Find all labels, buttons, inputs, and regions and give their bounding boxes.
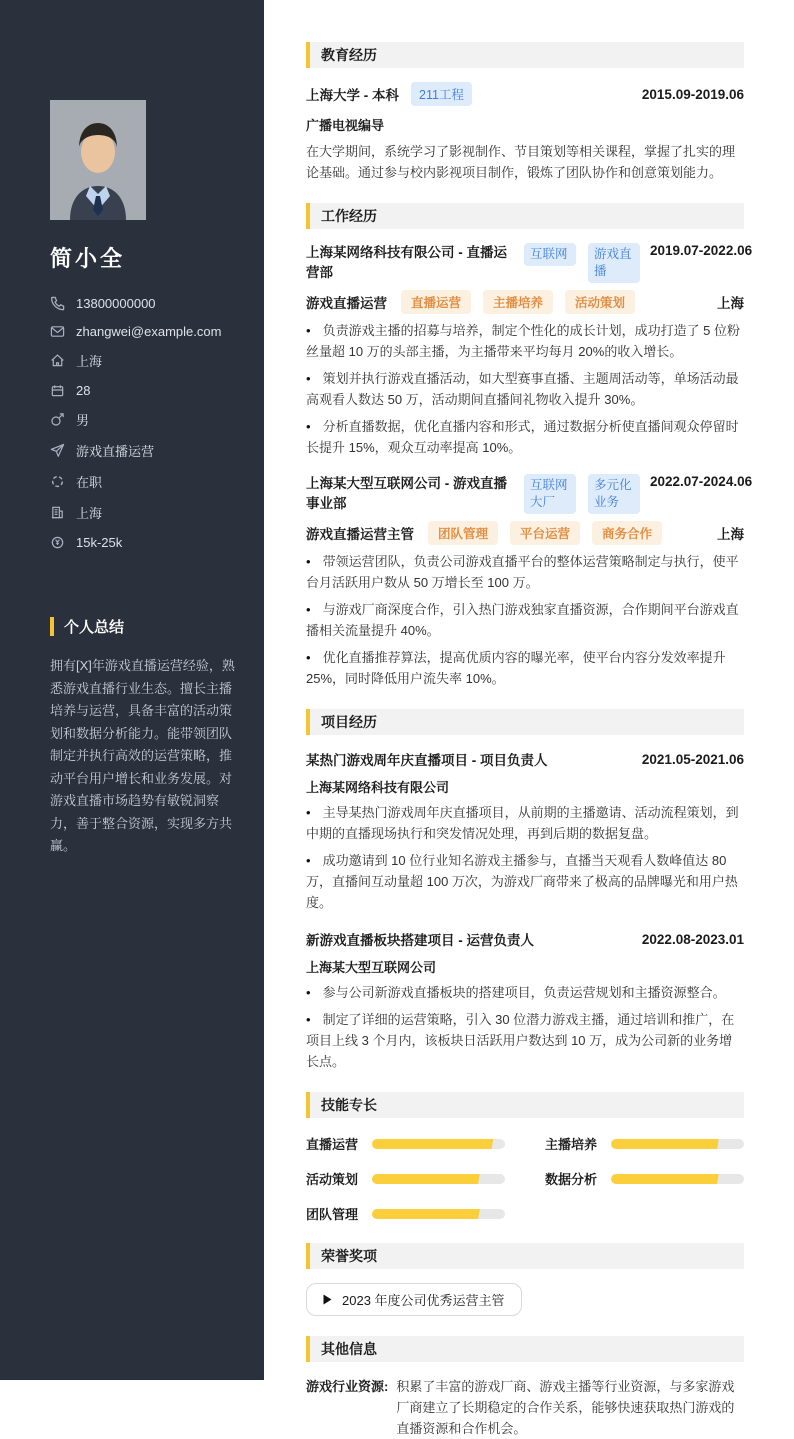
skill-item xyxy=(306,1134,505,1153)
contact-salary xyxy=(50,534,244,550)
position-tag: 主播培养 xyxy=(483,290,553,314)
work-bullets xyxy=(306,551,744,689)
personal-summary xyxy=(50,616,244,858)
bullet-item: • 带领运营团队，负责公司游戏直播平台的整体运营策略制定与执行，使平台月活跃用户数从 50 万增长至 100 万。 xyxy=(306,551,744,593)
skill-item xyxy=(545,1169,744,1188)
project-entry-header xyxy=(306,749,744,769)
contact-text: zhangwei@example.com xyxy=(76,323,222,339)
school-degree: 上海大学 - 本科 xyxy=(306,88,399,103)
bullet-item: • 分析直播数据，优化直播内容和形式，通过数据分析使直播间观众停留时长提升 15%，观众互动率提高 10%。 xyxy=(306,416,744,458)
contact-work-city xyxy=(50,503,244,522)
contact-phone xyxy=(50,295,244,311)
play-icon xyxy=(323,1294,332,1305)
bullet-item: • 优化直播推荐算法，提高优质内容的曝光率，使平台内容分发效率提升 25%，同时降低用户流失率 10%。 xyxy=(306,647,744,689)
gender-icon xyxy=(50,412,65,427)
position-tag: 团队管理 xyxy=(428,521,498,545)
section-title: 项目经历 xyxy=(321,714,377,730)
contact-text: 上海 xyxy=(76,354,103,369)
contact-job-title xyxy=(50,441,244,460)
building-icon xyxy=(50,505,65,520)
position-title: 游戏直播运营主管 xyxy=(306,527,414,542)
skill-label: 团队管理 xyxy=(306,1207,359,1222)
resume-content xyxy=(264,0,794,1436)
company-tag: 互联网 xyxy=(524,243,576,266)
contact-text: 游戏直播运营 xyxy=(76,444,155,459)
contact-email xyxy=(50,323,244,339)
contact-text: 在职 xyxy=(76,475,103,490)
other-info-text: 积累了丰富的游戏厂商、游戏主播等行业资源，与多家游戏厂商建立了长期稳定的合作关系，能够快速获取热门游戏的直播资源和合作机会。 xyxy=(396,1379,735,1436)
honor-text: 2023 年度公司优秀运营主管 xyxy=(342,1293,505,1308)
skill-bar xyxy=(372,1174,505,1184)
section-title: 教育经历 xyxy=(321,47,377,63)
section-header xyxy=(306,1336,744,1362)
bullet-item: • 参与公司新游戏直播板块的搭建项目，负责运营规划和主播资源整合。 xyxy=(306,982,744,1003)
project-bullets xyxy=(306,802,744,913)
salary-icon xyxy=(50,535,65,550)
work-entry xyxy=(306,474,753,689)
project-date: 2021.05-2021.06 xyxy=(641,751,744,767)
section-header xyxy=(306,709,744,735)
contact-text: 13800000000 xyxy=(76,295,156,311)
project-entry xyxy=(306,929,744,1072)
work-position-row xyxy=(306,290,744,314)
skill-label: 活动策划 xyxy=(306,1172,359,1187)
project-entry-header xyxy=(306,929,744,949)
project-company: 上海某网络科技有限公司 xyxy=(306,780,450,795)
work-date: 2019.07-2022.06 xyxy=(650,243,753,258)
sidebar xyxy=(0,0,264,1380)
section-education xyxy=(306,42,744,183)
section-header xyxy=(306,203,744,229)
company-tags xyxy=(524,474,640,514)
skill-bar xyxy=(611,1139,744,1149)
project-bullets xyxy=(306,982,744,1072)
work-entry xyxy=(306,243,753,458)
bullet-item: • 策划并执行游戏直播活动，如大型赛事直播、主题周活动等，单场活动最高观看人数达 50 万，活动期间直播间礼物收入提升 30%。 xyxy=(306,368,744,410)
work-location: 上海 xyxy=(717,527,744,542)
section-header xyxy=(306,42,744,68)
contact-text: 15k-25k xyxy=(76,534,123,550)
project-name: 新游戏直播板块搭建项目 - 运营负责人 xyxy=(306,933,534,948)
company-name: 上海某大型互联网公司 - 游戏直播事业部 xyxy=(306,476,507,511)
project-entry xyxy=(306,749,744,913)
contact-text: 28 xyxy=(76,382,91,398)
contact-location xyxy=(50,351,244,370)
contact-text: 上海 xyxy=(76,506,103,521)
major: 广播电视编导 xyxy=(306,118,385,133)
summary-title: 个人总结 xyxy=(64,619,125,636)
mail-icon xyxy=(50,324,65,339)
position-title: 游戏直播运营 xyxy=(306,296,387,311)
position-tags xyxy=(401,290,635,314)
section-skills xyxy=(306,1092,744,1223)
section-title: 技能专长 xyxy=(321,1097,377,1113)
skill-bar xyxy=(611,1174,744,1184)
company-tag: 多元化业务 xyxy=(588,474,640,514)
profile-photo xyxy=(50,100,146,220)
honors-list xyxy=(306,1283,744,1316)
section-work xyxy=(306,203,753,689)
skill-label: 数据分析 xyxy=(545,1172,598,1187)
school-badge: 211工程 xyxy=(411,82,472,106)
work-location: 上海 xyxy=(717,296,744,311)
candidate-name: 简小全 xyxy=(50,246,126,271)
section-title: 其他信息 xyxy=(321,1341,377,1357)
skill-bar xyxy=(372,1209,505,1219)
contact-list xyxy=(50,295,244,550)
accent-bar xyxy=(50,617,54,636)
bullet-item: • 成功邀请到 10 位行业知名游戏主播参与，直播当天观看人数峰值达 80 万，直播间互动量超 100 万次，为游戏厂商带来了极高的品牌曝光和用户热度。 xyxy=(306,850,744,913)
section-header xyxy=(306,1243,744,1269)
company-tag: 互联网大厂 xyxy=(524,474,576,514)
work-entry-header xyxy=(306,474,753,514)
skill-item xyxy=(306,1204,505,1223)
position-tag: 平台运营 xyxy=(510,521,580,545)
contact-age xyxy=(50,382,244,398)
summary-text: 拥有[X]年游戏直播运营经验，熟悉游戏直播行业生态。擅长主播培养与运营，具备丰富的活动策划和数据分析能力。能带领团队制定并执行高效的运营策略，推动平台用户增长和业务发展。对游戏直播市场趋势有敏锐洞察力，善于整合资源，实现多方共赢。 xyxy=(50,658,235,853)
education-entry-header xyxy=(306,82,744,106)
age-icon xyxy=(50,383,65,398)
paper-plane-icon xyxy=(50,443,65,458)
other-info-row xyxy=(306,1376,744,1439)
home-icon xyxy=(50,353,65,368)
contact-gender xyxy=(50,410,244,429)
skill-item xyxy=(306,1169,505,1188)
education-description: 在大学期间，系统学习了影视制作、节目策划等相关课程，掌握了扎实的理论基础。通过参与校内影视项目制作，锻炼了团队协作和创意策划能力。 xyxy=(306,144,736,180)
contact-text: 男 xyxy=(76,413,90,428)
skill-label: 直播运营 xyxy=(306,1137,359,1152)
position-tag: 直播运营 xyxy=(401,290,471,314)
bullet-item: • 负责游戏主播的招募与培养，制定个性化的成长计划，成功打造了 5 位粉丝量超 10 万的头部主播，为主播带来平均每月 20%的收入增长。 xyxy=(306,320,744,362)
work-entry-header xyxy=(306,243,753,283)
phone-icon xyxy=(50,296,65,311)
education-date: 2015.09-2019.06 xyxy=(641,86,744,102)
company-tag: 游戏直播 xyxy=(588,243,640,283)
honor-pill-button[interactable] xyxy=(306,1283,522,1316)
status-icon xyxy=(50,474,65,489)
work-position-row xyxy=(306,521,744,545)
skill-item xyxy=(545,1134,744,1153)
other-info-label: 游戏行业资源: xyxy=(306,1379,389,1394)
skill-bar xyxy=(372,1139,505,1149)
section-title: 荣誉奖项 xyxy=(321,1248,377,1264)
bullet-item: • 主导某热门游戏周年庆直播项目，从前期的主播邀请、活动流程策划，到中期的直播现场执行和突发情况处理，再到后期的数据复盘。 xyxy=(306,802,744,844)
position-tag: 商务合作 xyxy=(592,521,662,545)
project-date: 2022.08-2023.01 xyxy=(641,931,744,947)
skill-label: 主播培养 xyxy=(545,1137,598,1152)
contact-status xyxy=(50,472,244,491)
section-header xyxy=(306,1092,744,1118)
company-name: 上海某网络科技有限公司 - 直播运营部 xyxy=(306,245,507,280)
work-date: 2022.07-2024.06 xyxy=(650,474,753,489)
section-title: 工作经历 xyxy=(321,208,377,224)
bullet-item: • 制定了详细的运营策略，引入 30 位潜力游戏主播，通过培训和推广，在项目上线 3 个月内，该板块日活跃用户数达到 10 万，成为公司新的业务增长点。 xyxy=(306,1009,744,1072)
company-tags xyxy=(524,243,640,283)
project-company: 上海某大型互联网公司 xyxy=(306,960,437,975)
section-other xyxy=(306,1336,744,1439)
skills-grid xyxy=(306,1134,744,1223)
position-tags xyxy=(428,521,662,545)
position-tag: 活动策划 xyxy=(565,290,635,314)
project-name: 某热门游戏周年庆直播项目 - 项目负责人 xyxy=(306,753,548,768)
work-bullets xyxy=(306,320,744,458)
bullet-item: • 与游戏厂商深度合作，引入热门游戏独家直播资源，合作期间平台游戏直播相关流量提升 40%。 xyxy=(306,599,744,641)
section-projects xyxy=(306,709,744,1072)
section-honors xyxy=(306,1243,744,1316)
